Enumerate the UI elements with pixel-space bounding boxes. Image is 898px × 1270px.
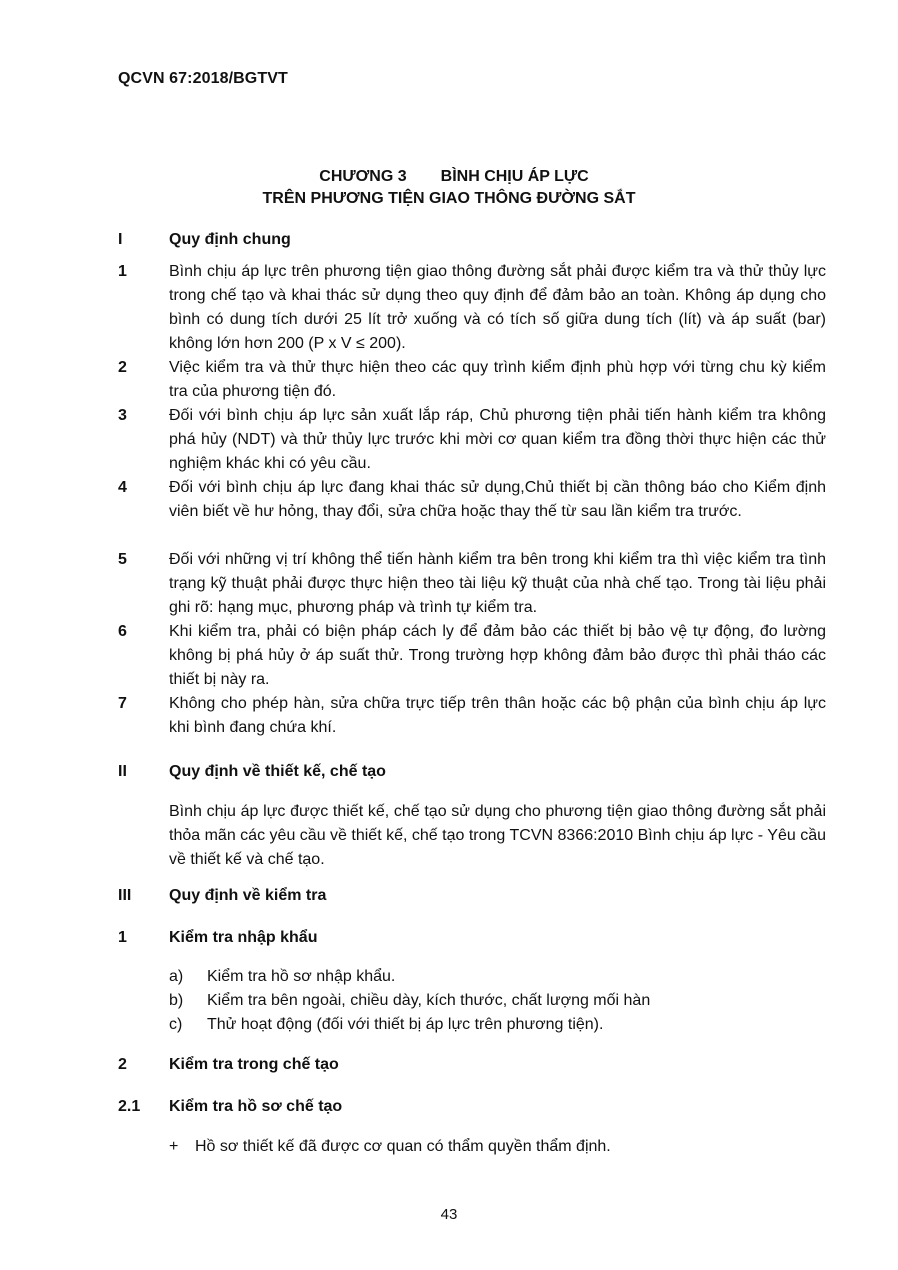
section-number: I: [118, 231, 123, 248]
subsection-title: Kiểm tra nhập khẩu: [169, 929, 318, 946]
item-text: Đối với bình chịu áp lực đang khai thác sử dụng,Chủ thiết bị cần thông báo cho Kiểm định viên biết về hư hỏng, thay đổi, sửa chữa hoặc thay thế từ sau lần kiểm tra trước.: [169, 479, 826, 520]
list-item: [118, 476, 826, 524]
item-number: 3: [118, 407, 127, 424]
subsection-number: 1: [118, 929, 127, 946]
item-number: 4: [118, 479, 127, 496]
item-text: Không cho phép hàn, sửa chữa trực tiếp trên thân hoặc các bộ phận của bình chịu áp lực khi bình đang chứa khí.: [169, 695, 826, 736]
chapter-heading: [0, 166, 898, 210]
subsection-number: 2.1: [118, 1098, 141, 1115]
document-code: QCVN 67:2018/BGTVT: [118, 70, 288, 87]
section-number: III: [118, 887, 132, 904]
list-item: [169, 966, 395, 988]
list-item: [169, 990, 650, 1012]
subsection-heading: [118, 1095, 826, 1119]
section-heading: [118, 228, 826, 252]
item-text: Thử hoạt động (đối với thiết bị áp lực trên phương tiện).: [207, 1016, 604, 1033]
subsection-heading: [118, 926, 826, 950]
list-item: [118, 260, 826, 356]
list-item: [118, 692, 826, 740]
item-label: c): [169, 1016, 183, 1033]
item-text: Khi kiểm tra, phải có biện pháp cách ly để đảm bảo các thiết bị bảo vệ tự động, đo lường không bị phá hủy ở áp suất thử. Trong trường hợp không đảm bảo được thì phải tháo các thiết bị này ra.: [169, 623, 826, 688]
item-text: Kiểm tra hồ sơ nhập khẩu.: [207, 968, 396, 985]
section-heading: [118, 760, 826, 784]
list-item: [118, 404, 826, 476]
section-heading: [118, 884, 826, 908]
item-number: 2: [118, 359, 127, 376]
paragraph: [118, 800, 826, 872]
chapter-number: CHƯƠNG 3: [319, 168, 407, 185]
list-item: [118, 356, 826, 404]
item-label: b): [169, 992, 184, 1009]
item-text: Kiểm tra bên ngoài, chiều dày, kích thước, chất lượng mối hàn: [207, 992, 651, 1009]
list-item: [118, 620, 826, 692]
item-number: 1: [118, 263, 127, 280]
section-title: Quy định về kiểm tra: [169, 887, 327, 904]
subsection-heading: [118, 1053, 826, 1077]
item-number: 5: [118, 551, 127, 568]
item-number: 7: [118, 695, 127, 712]
bullet-text: Hồ sơ thiết kế đã được cơ quan có thẩm quyền thẩm định.: [195, 1138, 611, 1155]
list-item: [169, 1014, 603, 1036]
page-number: 43: [440, 1206, 458, 1223]
list-item: [118, 548, 826, 620]
item-number: 6: [118, 623, 127, 640]
item-label: a): [169, 968, 184, 985]
subsection-number: 2: [118, 1056, 127, 1073]
subsection-title: Kiểm tra hồ sơ chế tạo: [169, 1098, 343, 1115]
item-text: Bình chịu áp lực trên phương tiện giao thông đường sắt phải được kiểm tra và thử thủy lực trong chế tạo và khai thác sử dụng theo quy định để đảm bảo an toàn. Không áp dụng cho bình có dung tích dưới 25 lít trở xuống và có tích số giữa dung tích (lít) và áp suất (bar) không lớn hơn 200 (P x V ≤ 200).: [169, 263, 826, 352]
chapter-title-line1: BÌNH CHỊU ÁP LỰC: [440, 168, 589, 185]
section-number: II: [118, 763, 127, 780]
item-text: Đối với những vị trí không thể tiến hành kiểm tra bên trong khi kiểm tra thì việc kiểm tra tình trạng kỹ thuật phải được thực hiện theo tài liệu kỹ thuật của nhà chế tạo. Trong tài liệu phải ghi rõ: hạng mục, phương pháp và trình tự kiểm tra.: [169, 551, 826, 616]
bullet-label: +: [169, 1138, 179, 1155]
item-text: Việc kiểm tra và thử thực hiện theo các quy trình kiểm định phù hợp với từng chu kỳ kiểm tra của phương tiện đó.: [169, 359, 826, 400]
section-title: Quy định về thiết kế, chế tạo: [169, 763, 386, 780]
paragraph-text: Bình chịu áp lực được thiết kế, chế tạo sử dụng cho phương tiện giao thông đường sắt phải thỏa mãn các yêu cầu về thiết kế, chế tạo trong TCVN 8366:2010 Bình chịu áp lực - Yêu cầu về thiết kế và chế tạo.: [169, 803, 826, 868]
section-title: Quy định chung: [169, 231, 291, 248]
subsection-title: Kiểm tra trong chế tạo: [169, 1056, 339, 1073]
chapter-title-line2: TRÊN PHƯƠNG TIỆN GIAO THÔNG ĐƯỜNG SẮT: [262, 190, 636, 207]
bullet-item: [169, 1136, 611, 1158]
item-text: Đối với bình chịu áp lực sản xuất lắp ráp, Chủ phương tiện phải tiến hành kiểm tra không phá hủy (NDT) và thử thủy lực trước khi mời cơ quan kiểm tra đồng thời thực hiện các thử nghiệm khác khi có yêu cầu.: [169, 407, 826, 472]
